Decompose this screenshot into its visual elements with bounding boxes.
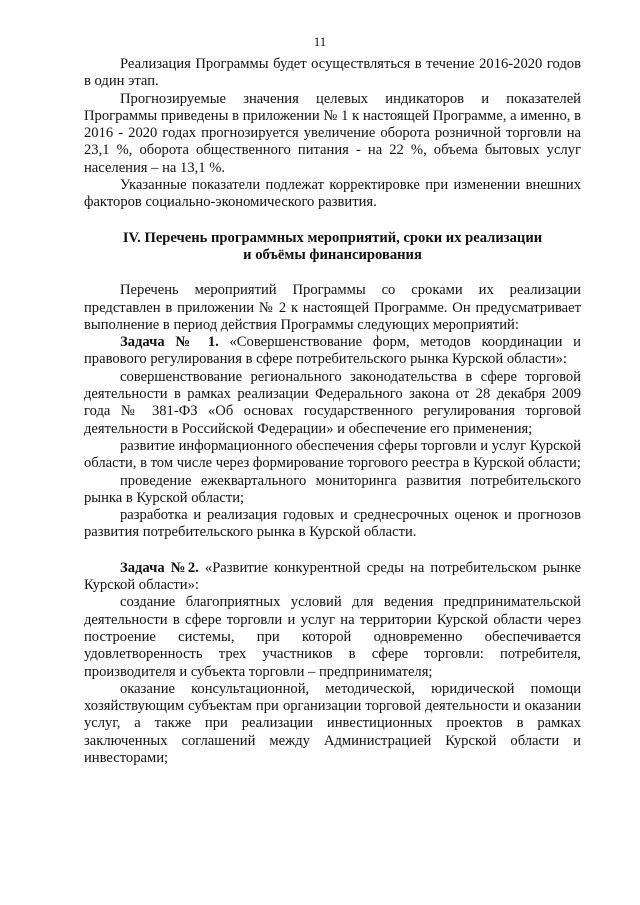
paragraph-indicator-adjustment: Указанные показатели подлежат корректировке при изменении внешних факторов социально-экономического развития. [84, 177, 581, 211]
paragraph-measures-intro: Перечень мероприятий Программы со сроками их реализации представлен в приложении № 2 к настоящей Программе. Он предусматривает выполнение в период действия Программы следующих мероприятий: [84, 282, 581, 333]
task-1-item: совершенствование регионального законодательства в сфере торговой деятельности в рамках реализации Федерального закона от 28 декабря 2009 года № 381-ФЗ «Об основах государственного регулирования торговой деятельности в Российской Федерации» и обеспечение его применения; [84, 368, 581, 437]
task-2-label: Задача №2. [120, 559, 199, 576]
paragraph-implementation-period: Реализация Программы будет осуществляться в течение 2016-2020 годов в один этап. [84, 56, 581, 90]
page-number: 11 [313, 34, 327, 49]
task-1-label: Задача № 1. [120, 334, 219, 351]
section-heading-line-1: IV. Перечень программных мероприятий, сроки их реализации [122, 229, 543, 246]
task-2-title: «Развитие конкурентной среды на потребительском рынке Курской области»: [84, 559, 581, 594]
task-1-heading [84, 334, 581, 369]
task-1-title: «Совершенствование форм, методов координации и правового регулирования в сфере потребительского рынка Курской области»: [84, 334, 581, 368]
section-heading [84, 230, 581, 265]
section-heading-line-2: и объёмы финансирования [243, 246, 422, 263]
task-1-item: проведение ежеквартального мониторинга развития потребительского рынка в Курской области; [84, 472, 581, 506]
task-2-item: оказание консультационной, методической, юридической помощи хозяйствующим субъектам при организации торговой деятельности и оказании услуг, а также при реализации инвестиционных проектов в рамках заключенных соглашений между Администрацией Курской области и инвесторами; [84, 680, 581, 766]
paragraph-forecast-indicators: Прогнозируемые значения целевых индикаторов и показателей Программы приведены в приложении № 1 к настоящей Программе, а именно, в 2016 - 2020 годах прогнозируется увеличение оборота розничной торговли на 23,1 %, оборота общественного питания - на 22 %, объема бытовых услуг населения – на 13,1 %. [84, 90, 581, 176]
task-2-item: создание благоприятных условий для ведения предпринимательской деятельности в сфере торговли и услуг на территории Курской области через построение системы, при которой одновременно обеспечивается удовлетворенность трех участников в сфере торговли: потребителя, производителя и субъекта торговли – предпринимателя; [84, 594, 581, 680]
task-1-item: разработка и реализация годовых и среднесрочных оценок и прогнозов развития потребительского рынка в Курской области. [84, 507, 581, 541]
document-body [84, 56, 581, 767]
task-1-item: развитие информационного обеспечения сферы торговли и услуг Курской области, в том числе через формирование торгового реестра в Курской области; [84, 437, 581, 472]
task-2-heading [84, 560, 581, 595]
